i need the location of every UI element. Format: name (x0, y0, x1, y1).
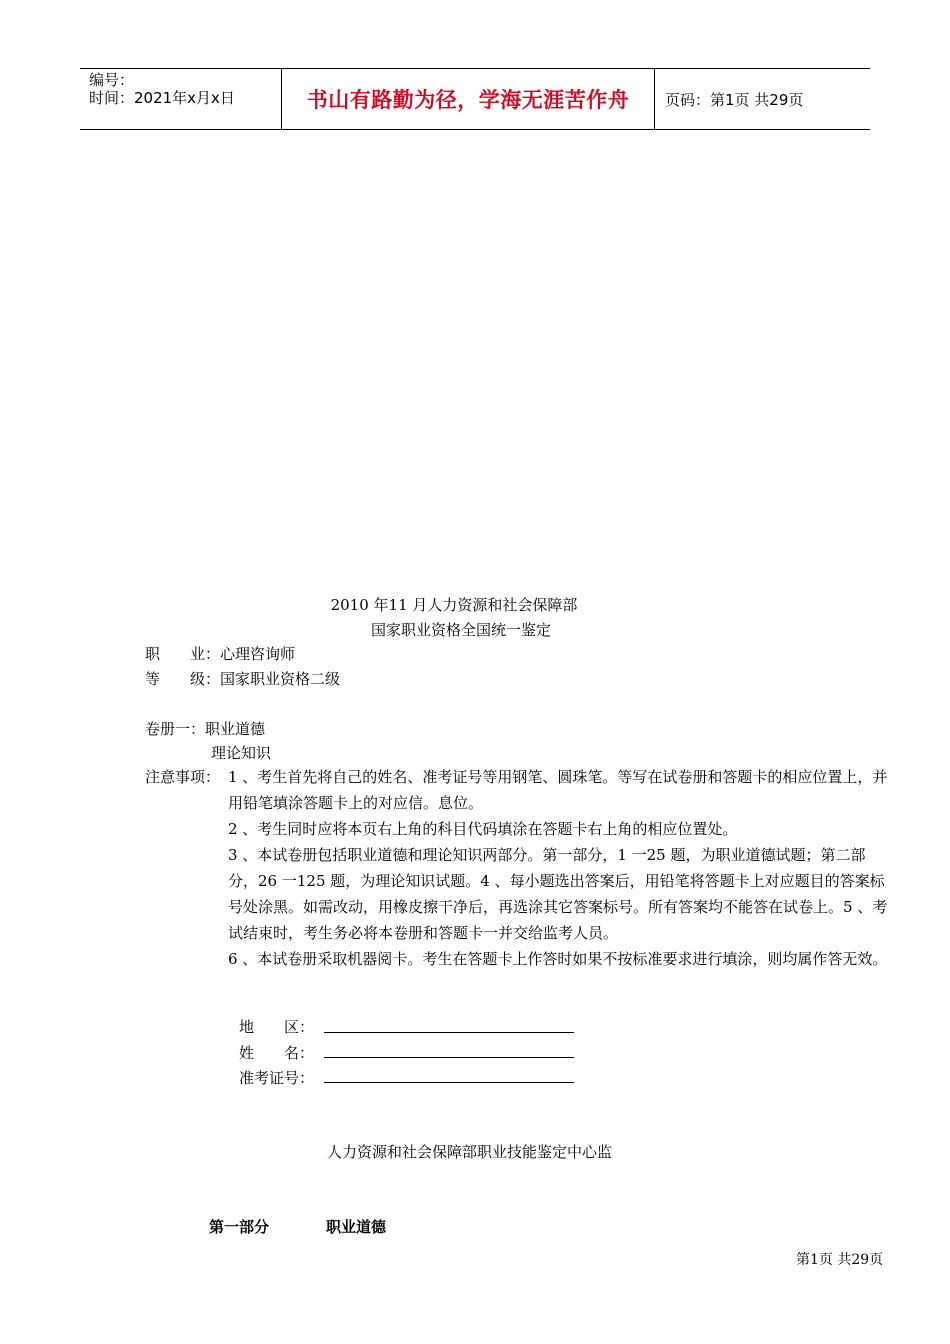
notes-label: 注意事项： (145, 768, 221, 786)
section-title: 职业道德 (326, 1218, 387, 1236)
time-label: 时间：2021年x月x日 (89, 89, 235, 107)
region-field[interactable] (324, 1032, 574, 1033)
section-part: 第一部分 (209, 1218, 270, 1236)
notes-block (145, 764, 895, 972)
number-label: 编号： (89, 71, 135, 89)
volume-sub: 理论知识 (211, 744, 272, 762)
note-item-3: 3 、本试卷册包括职业道德和理论知识两部分。第一部分，1 一25 题，为职业道德试题；第二部分，26 一125 题，为理论知识试题。4 、每小题选出答案后，用铅笔将答题卡上对应题目的答案标号处涂黑。如需改动，用橡皮擦干净后，再选涂其它答案标号。所有答案均不能答在试卷上。5 、考试结束时，考生务必将本卷册和答题卡一并交给监考人员。 (228, 846, 888, 942)
header-page-info: 页码：第1页 共29页 (665, 90, 804, 109)
footer-page: 第1页 共29页 (796, 1252, 884, 1268)
exam-id-label: 准考证号： (239, 1069, 315, 1087)
note-item-1: 1 、考生首先将自己的姓名、准考证号等用钢笔、圆珠笔。等写在试卷册和答题卡的相应位置上，并用铅笔填涂答题卡上的对应信。息位。 (228, 768, 888, 812)
note-item-2: 2 、考生同时应将本页右上角的科目代码填涂在答题卡右上角的相应位置处。 (228, 820, 738, 838)
note-item-4: 6 、本试卷册采取机器阅卡。考生在答题卡上作答时如果不按标准要求进行填涂，则均属作答无效。 (228, 950, 888, 968)
page-header (80, 68, 870, 130)
region-label: 地 区： (239, 1018, 315, 1036)
volume-name: 卷册一：职业道德 (145, 720, 266, 738)
header-left (80, 69, 282, 129)
title-line1: 2010 年11 月人力资源和社会保障部 (330, 596, 578, 614)
occupation-line: 职 业：心理咨询师 (145, 645, 296, 663)
header-motto: 书山有路勤为径，学海无涯苦作舟 (282, 69, 655, 129)
org-line: 人力资源和社会保障部职业技能鉴定中心监 (327, 1143, 613, 1161)
level-line: 等 级：国家职业资格二级 (145, 670, 341, 688)
name-label: 姓 名： (239, 1044, 315, 1062)
title-line2: 国家职业资格全国统一鉴定 (370, 621, 551, 639)
exam-id-field[interactable] (324, 1082, 574, 1083)
name-field[interactable] (324, 1057, 574, 1058)
